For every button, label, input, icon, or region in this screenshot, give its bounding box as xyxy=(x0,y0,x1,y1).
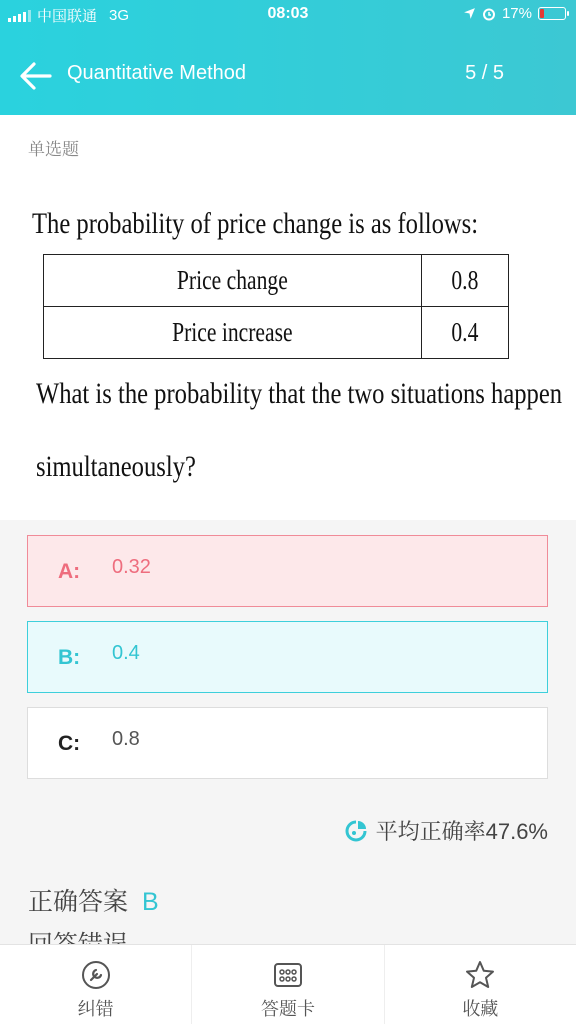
location-icon xyxy=(463,7,476,20)
option-b[interactable] xyxy=(27,621,548,693)
tab-answer-card[interactable] xyxy=(192,945,384,1024)
question-intro: The probability of price change is as follows: xyxy=(32,207,479,240)
option-value: 0.4 xyxy=(112,642,140,664)
star-icon xyxy=(464,959,496,991)
accuracy-text: 平均正确率47.6% xyxy=(375,819,548,844)
nav-bar xyxy=(0,50,576,100)
clock: 08:03 xyxy=(267,5,309,22)
pie-chart-icon xyxy=(344,819,368,843)
option-letter: A: xyxy=(58,560,81,583)
question-prompt-cont: simultaneously? xyxy=(36,450,196,483)
network-label: 3G xyxy=(109,7,130,24)
bottom-tab-bar xyxy=(0,944,576,1024)
table-row xyxy=(44,255,509,307)
correct-answer xyxy=(28,882,159,918)
battery-icon xyxy=(538,7,566,20)
battery-percent: 17% xyxy=(501,5,532,22)
table-cell: 0.8 xyxy=(422,255,509,307)
alarm-icon xyxy=(482,7,496,21)
answer-card-icon xyxy=(272,959,304,991)
carrier-label: 中国联通 xyxy=(37,8,98,25)
back-arrow-icon[interactable] xyxy=(16,56,56,96)
page-title: Quantitative Method xyxy=(67,62,246,84)
option-value: 0.8 xyxy=(112,728,140,750)
question-prompt: What is the probability that the two situations happen xyxy=(36,377,563,410)
option-a[interactable] xyxy=(27,535,548,607)
wrench-icon xyxy=(80,959,112,991)
table-cell: Price change xyxy=(44,255,422,307)
option-c[interactable] xyxy=(27,707,548,779)
tab-report-error[interactable] xyxy=(0,945,192,1024)
probability-table xyxy=(43,254,509,359)
table-cell: Price increase xyxy=(44,307,422,359)
question-card xyxy=(0,115,576,520)
correct-answer-label: 正确答案 xyxy=(28,888,129,916)
tab-label: 纠错 xyxy=(77,999,114,1019)
tab-favorite[interactable] xyxy=(385,945,576,1024)
option-letter: B: xyxy=(58,646,81,669)
table-row xyxy=(44,307,509,359)
status-bar xyxy=(0,0,576,28)
tab-label: 收藏 xyxy=(462,999,499,1019)
question-type: 单选题 xyxy=(28,140,79,159)
table-cell: 0.4 xyxy=(422,307,509,359)
question-body xyxy=(32,207,563,483)
correct-answer-value: B xyxy=(142,888,159,916)
tab-label: 答题卡 xyxy=(260,999,315,1019)
average-accuracy xyxy=(344,815,548,846)
page-counter: 5 / 5 xyxy=(465,62,504,84)
option-letter: C: xyxy=(58,732,81,755)
option-value: 0.32 xyxy=(112,556,151,578)
app-header xyxy=(0,0,576,115)
